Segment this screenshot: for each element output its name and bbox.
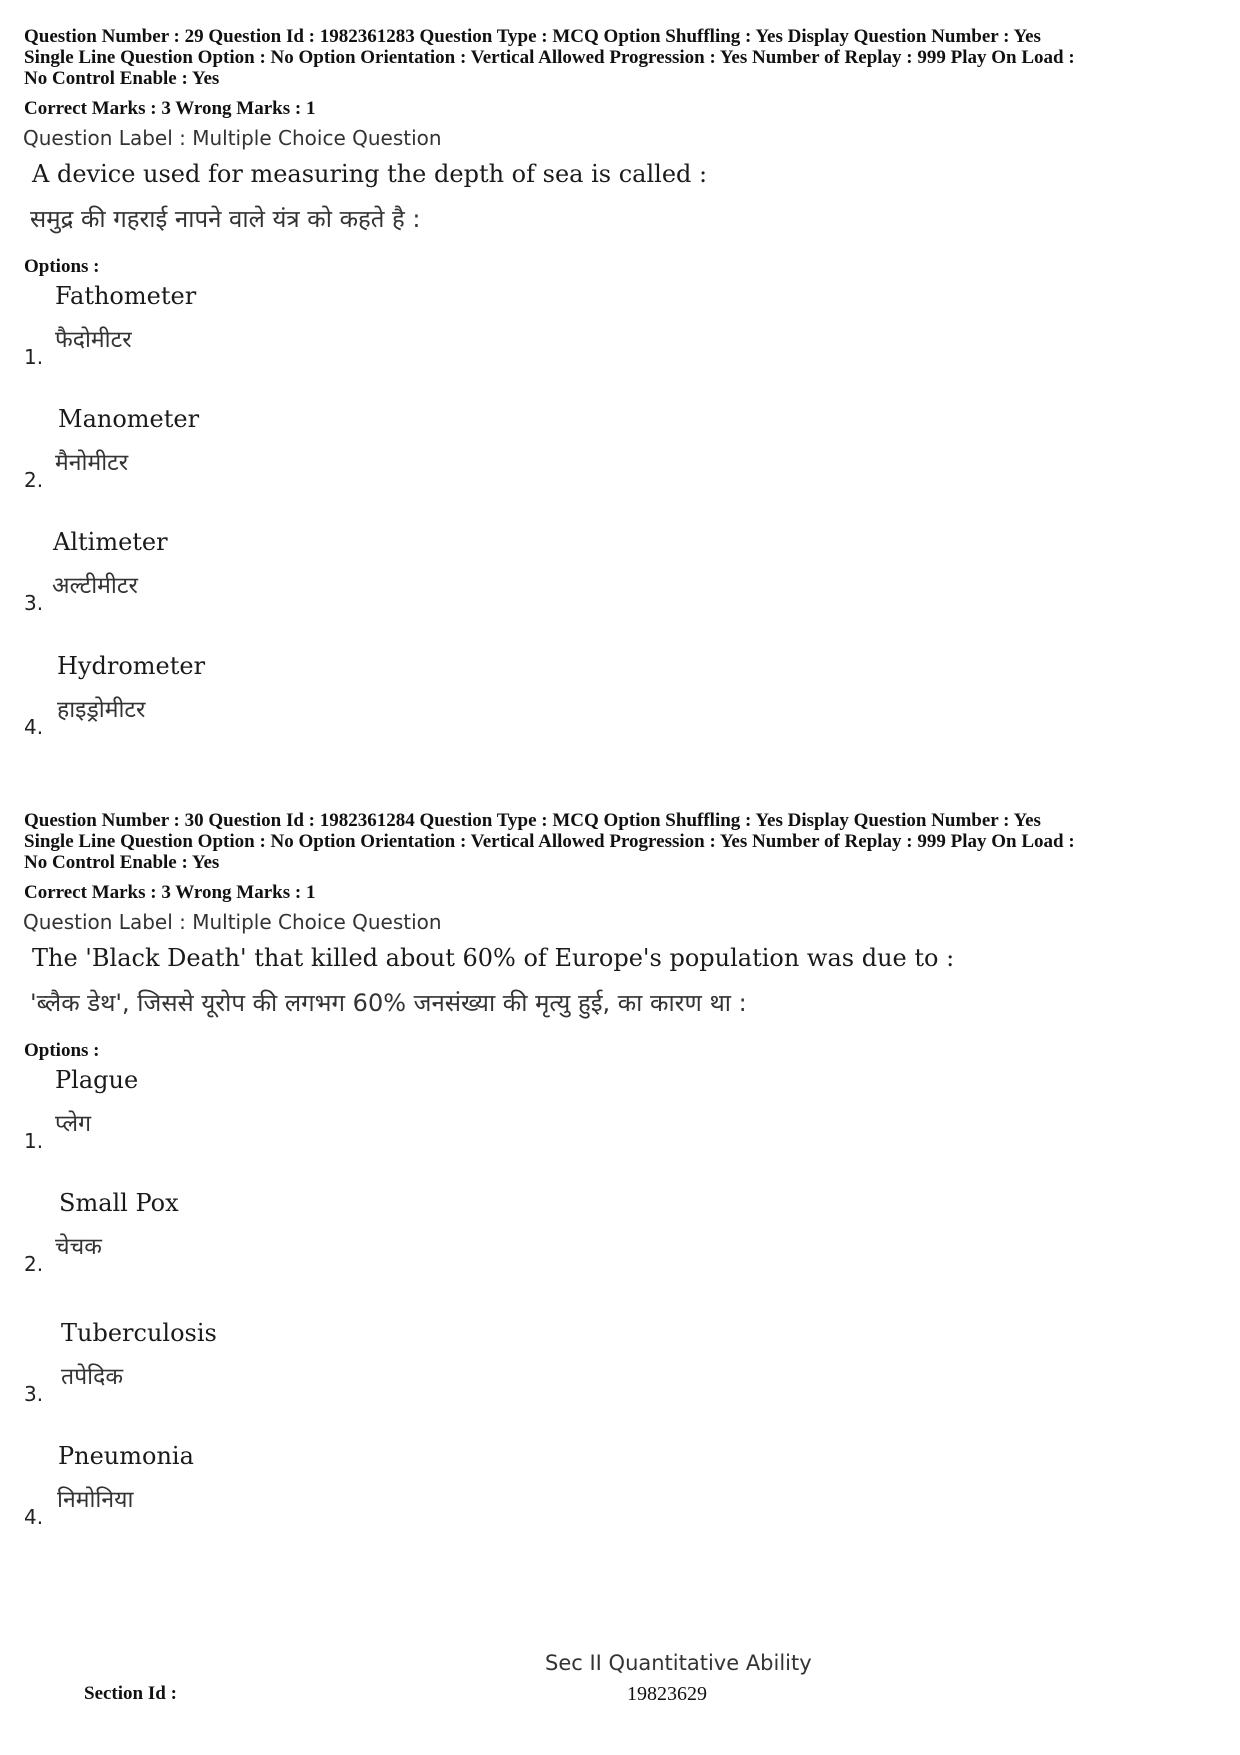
option-text-english: Small Pox bbox=[59, 1189, 179, 1217]
option-number: 1. bbox=[24, 1129, 44, 1153]
question-meta-line: Single Line Question Option : No Option Orientation : Vertical Allowed Progression : Yes Number of Replay : 999 Play On Load : bbox=[24, 47, 1075, 68]
option-number: 3. bbox=[24, 591, 44, 615]
option-number: 1. bbox=[24, 345, 44, 369]
question-meta-line: Question Number : 29 Question Id : 1982361283 Question Type : MCQ Option Shuffling : Yes Display Question Number : Yes bbox=[24, 26, 1041, 47]
option-item[interactable] bbox=[0, 1442, 600, 1552]
option-text-english: Fathometer bbox=[55, 282, 197, 310]
option-item[interactable] bbox=[0, 1189, 600, 1299]
question-marks: Correct Marks : 3 Wrong Marks : 1 bbox=[24, 882, 316, 903]
option-number: 4. bbox=[24, 715, 44, 739]
section-id-value: 19823629 bbox=[627, 1683, 707, 1705]
option-text-hindi: तपेदिक bbox=[61, 1364, 124, 1390]
section-id-label: Section Id : bbox=[84, 1683, 177, 1704]
question-label: Question Label : Multiple Choice Question bbox=[23, 126, 442, 150]
question-block bbox=[0, 784, 1240, 1544]
option-item[interactable] bbox=[0, 528, 600, 638]
option-text-hindi: अल्टीमीटर bbox=[52, 573, 138, 599]
option-text-hindi: मैनोमीटर bbox=[55, 450, 129, 476]
option-text-hindi: हाइड्रोमीटर bbox=[57, 697, 146, 723]
option-item[interactable] bbox=[0, 652, 600, 762]
question-meta-line: Question Number : 30 Question Id : 1982361284 Question Type : MCQ Option Shuffling : Yes Display Question Number : Yes bbox=[24, 810, 1041, 831]
question-meta-line: Single Line Question Option : No Option Orientation : Vertical Allowed Progression : Yes Number of Replay : 999 Play On Load : bbox=[24, 831, 1075, 852]
option-text-english: Altimeter bbox=[53, 528, 168, 556]
question-marks: Correct Marks : 3 Wrong Marks : 1 bbox=[24, 98, 316, 119]
question-meta-line: No Control Enable : Yes bbox=[24, 852, 220, 873]
option-number: 2. bbox=[24, 468, 44, 492]
option-number: 4. bbox=[24, 1505, 44, 1529]
question-stem-english: The 'Black Death' that killed about 60% of Europe's population was due to : bbox=[32, 944, 955, 972]
option-text-hindi: प्लेग bbox=[55, 1111, 92, 1137]
option-text-english: Plague bbox=[55, 1066, 139, 1094]
option-text-english: Tuberculosis bbox=[61, 1319, 217, 1347]
option-item[interactable] bbox=[0, 1066, 600, 1176]
question-stem-hindi: समुद्र की गहराई नापने वाले यंत्र को कहते है : bbox=[30, 205, 421, 233]
question-meta-line: No Control Enable : Yes bbox=[24, 68, 220, 89]
question-label: Question Label : Multiple Choice Question bbox=[23, 910, 442, 934]
question-block bbox=[0, 0, 1240, 760]
section-name: Sec II Quantitative Ability bbox=[545, 1651, 812, 1675]
option-text-english: Hydrometer bbox=[57, 652, 206, 680]
option-text-english: Manometer bbox=[58, 405, 200, 433]
option-item[interactable] bbox=[0, 282, 600, 392]
option-number: 3. bbox=[24, 1382, 44, 1406]
option-item[interactable] bbox=[0, 1319, 600, 1429]
option-text-english: Pneumonia bbox=[58, 1442, 194, 1470]
option-text-hindi: निमोनिया bbox=[57, 1487, 134, 1513]
question-stem-hindi: 'ब्लैक डेथ', जिससे यूरोप की लगभग 60% जनसंख्या की मृत्यु हुई, का कारण था : bbox=[30, 989, 747, 1017]
option-text-hindi: चेचक bbox=[55, 1234, 102, 1260]
option-text-hindi: फैदोमीटर bbox=[55, 327, 132, 353]
option-number: 2. bbox=[24, 1252, 44, 1276]
options-heading: Options : bbox=[24, 256, 100, 277]
options-heading: Options : bbox=[24, 1040, 100, 1061]
option-item[interactable] bbox=[0, 405, 600, 515]
question-stem-english: A device used for measuring the depth of sea is called : bbox=[32, 160, 708, 188]
